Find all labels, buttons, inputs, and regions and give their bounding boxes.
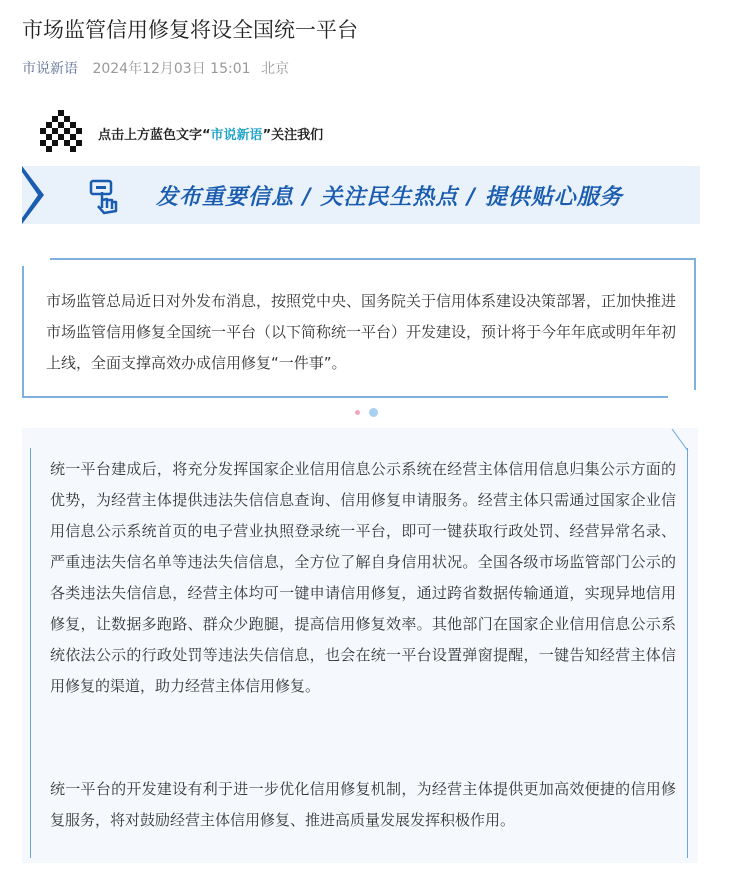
hand-pointer-icon: [88, 178, 126, 216]
body-box: [22, 428, 698, 863]
intro-paragraph: 市场监管总局近日对外发布消息，按照党中央、国务院关于信用体系建设决策部署，正加快推进市场监管信用修复全国统一平台（以下简称统一平台）开发建设，预计将于今年年底或明年年初上线，全面支撑高效办成信用修复“一件事”。: [46, 292, 677, 372]
body-paragraph-1: 统一平台建成后，将充分发挥国家企业信用信息公示系统在经营主体信用信息归集公示方面的优势，为经营主体提供违法失信信息查询、信用修复申请服务。经营主体只需通过国家企业信用信息公示系统首页的电子营业执照登录统一平台，即可一键获取行政处罚、经营异常名录、严重违法失信名单等违法失信信息，全方位了解自身信用状况。全国各级市场监管部门公示的各类违法失信信息，经营主体均可一键申请信用修复，通过跨省数据传输通道，实现异地信用修复，让数据多跑路、群众少跑腿，提高信用修复效率。其他部门在国家企业信用信息公示系统依法公示的行政处罚等违法失信信息，也会在统一平台设置弹窗提醒，一键告知经营主体信用修复的渠道，助力经营主体信用修复。: [50, 460, 676, 695]
publish-location: 北京: [260, 61, 289, 77]
follow-suffix: ”关注我们: [262, 128, 324, 143]
follow-prefix: 点击上方蓝色文字“: [98, 128, 211, 143]
banner-slogan: 发布重要信息 / 关注民生热点 / 提供贴心服务: [156, 185, 623, 210]
intro-box-corner-bottom: [668, 390, 696, 398]
body-box-right-line: [687, 448, 688, 858]
intro-box-corner-top: [22, 258, 50, 266]
intro-box: [22, 258, 696, 398]
dot-blue: [369, 408, 378, 417]
corner-line-top: [658, 428, 698, 452]
dot-pink: [355, 410, 360, 415]
article-title: 市场监管信用修复将设全国统一平台: [22, 18, 358, 42]
body-paragraph-2: 统一平台的开发建设有利于进一步优化信用修复机制，为经营主体提供更加高效便捷的信用修复服务，将对鼓励经营主体信用修复、推进高质量发展发挥积极作用。: [50, 780, 676, 829]
body-box-left-line: [30, 448, 31, 858]
account-name-link[interactable]: 市说新语: [22, 61, 78, 77]
follow-prompt: [40, 110, 540, 154]
follow-text: [98, 124, 323, 143]
follow-account-link[interactable]: 市说新语: [210, 128, 263, 143]
article-meta: [22, 58, 295, 80]
pixel-logo-icon: [40, 110, 86, 154]
banner: [22, 166, 700, 224]
divider-dots: [355, 408, 385, 418]
banner-arrow-inner: [22, 172, 38, 218]
publish-date: 2024年12月03日 15:01: [92, 61, 251, 77]
